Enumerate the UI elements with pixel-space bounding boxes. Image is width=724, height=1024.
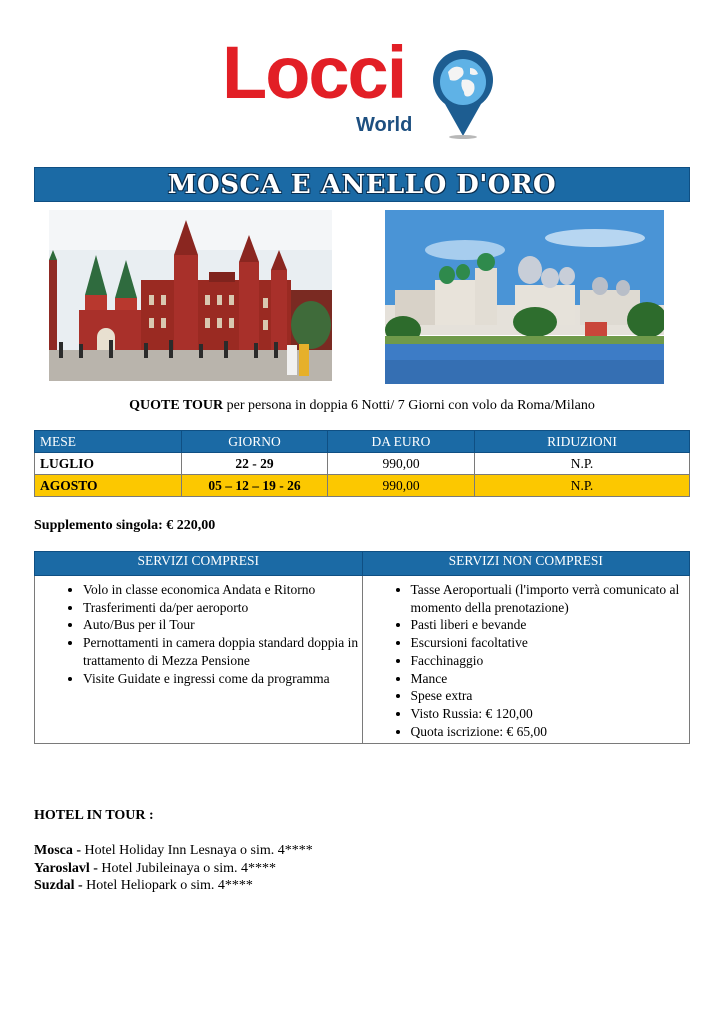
header-giorno: GIORNO — [182, 431, 328, 453]
row-days: 05 – 12 – 19 - 26 — [182, 475, 328, 497]
page-title-bar — [34, 167, 690, 202]
hotel-list — [34, 842, 313, 895]
services-header — [35, 552, 690, 576]
table-row — [35, 475, 690, 497]
hotel-section-title: HOTEL IN TOUR : — [34, 808, 154, 823]
locci-world-logo — [218, 31, 508, 140]
list-item: • Auto/Bus per il Tour — [83, 616, 361, 634]
list-item: • Visite Guidate e ingressi come da programma — [83, 670, 361, 688]
hotel-line — [34, 842, 313, 860]
single-supplement: Supplemento singola: € 220,00 — [34, 518, 216, 533]
list-item: • Mance — [411, 670, 689, 688]
logo-sub: World — [356, 114, 413, 136]
row-month: AGOSTO — [35, 475, 182, 497]
services-table — [34, 551, 690, 744]
row-reductions: N.P. — [475, 453, 690, 475]
row-price: 990,00 — [328, 475, 475, 497]
list-item: • Volo in classe economica Andata e Ritorno — [83, 581, 361, 599]
included-list — [36, 581, 361, 687]
moscow-photo — [49, 210, 332, 381]
list-item: • Tasse Aeroportuali (l'importo verrà comunicato al momento della prenotazione) — [411, 581, 689, 616]
row-month: LUGLIO — [35, 453, 182, 475]
globe-pin-icon — [428, 50, 498, 140]
hotel-city: Mosca - — [34, 843, 82, 858]
header-mese: MESE — [35, 431, 182, 453]
list-item: • Pasti liberi e bevande — [411, 616, 689, 634]
hotel-city: Yaroslavl - — [34, 860, 98, 876]
list-item: • Facchinaggio — [411, 652, 689, 670]
list-item: • Pernottamenti in camera doppia standard doppia in trattamento di Mezza Pensione — [83, 634, 361, 669]
excluded-cell — [362, 576, 690, 744]
list-item: • Trasferimenti da/per aeroporto — [83, 599, 361, 617]
services-body — [35, 576, 690, 744]
list-item: • Visto Russia: € 120,00 — [411, 705, 689, 723]
header-da-euro: DA EURO — [328, 431, 475, 453]
hotel-city: Suzdal - — [34, 878, 83, 893]
excluded-list — [364, 581, 689, 740]
price-table-header — [35, 431, 690, 453]
included-title: SERVIZI COMPRESI — [35, 552, 363, 576]
included-cell — [35, 576, 363, 744]
header-riduzioni: RIDUZIONI — [475, 431, 690, 453]
hotel-name: Hotel Jubileinaya o sim. 4**** — [97, 860, 277, 876]
quote-line — [0, 398, 724, 414]
table-row — [35, 453, 690, 475]
hotel-name: Hotel Heliopark o sim. 4**** — [82, 878, 253, 893]
hotel-line — [34, 860, 313, 878]
price-table — [34, 430, 690, 497]
quote-text: per persona in doppia 6 Notti/ 7 Giorni con volo da Roma/Milano — [223, 398, 595, 413]
row-price: 990,00 — [328, 453, 475, 475]
excluded-title: SERVIZI NON COMPRESI — [362, 552, 690, 576]
quote-label: QUOTE TOUR — [129, 398, 224, 413]
row-reductions: N.P. — [475, 475, 690, 497]
list-item: • Quota iscrizione: € 65,00 — [411, 723, 689, 741]
rostov-kremlin-photo — [385, 210, 664, 384]
row-days: 22 - 29 — [182, 453, 328, 475]
hotel-name: Hotel Holiday Inn Lesnaya o sim. 4**** — [81, 843, 313, 858]
list-item: • Spese extra — [411, 687, 689, 705]
list-item: • Escursioni facoltative — [411, 634, 689, 652]
logo-brand: Locci — [222, 31, 406, 114]
page-title: MOSCA E ANELLO D'ORO — [167, 170, 557, 200]
hotel-line — [34, 877, 313, 895]
